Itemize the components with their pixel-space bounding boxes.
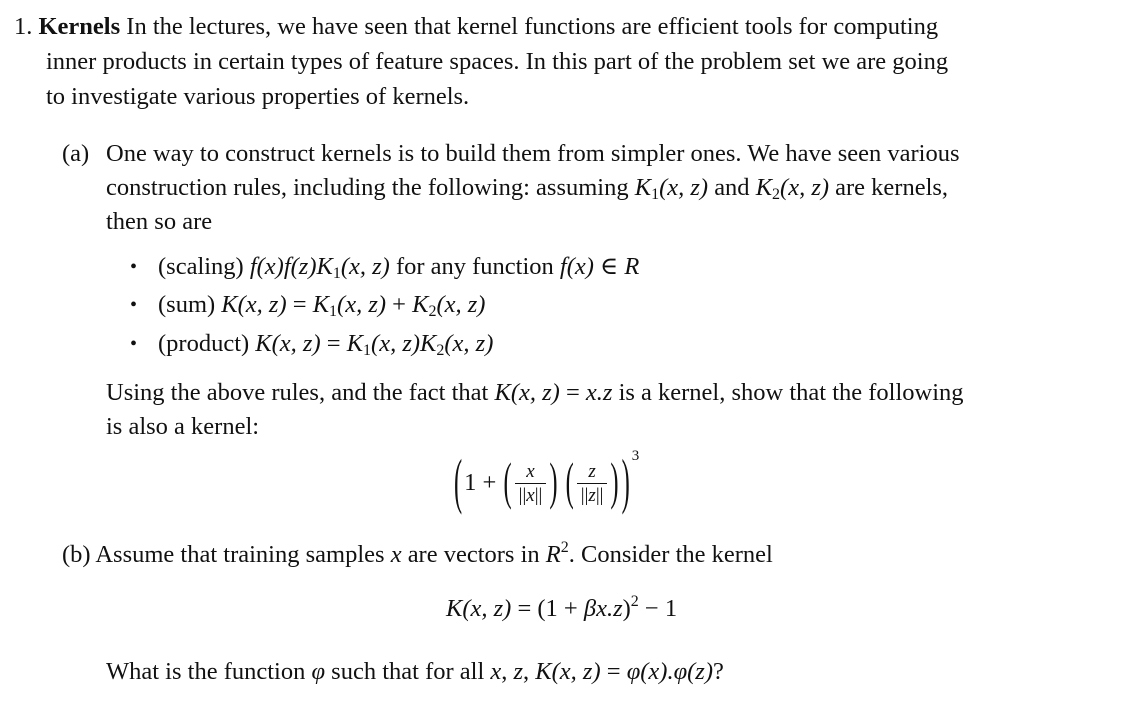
bullet-product: • bbox=[130, 333, 138, 355]
intro-line-1: In the lectures, we have seen that kernel functions are efficient tools for computing bbox=[126, 13, 939, 40]
using-line-1: Using the above rules, and the fact that K(x, z) = x.z is a kernel, show that the following bbox=[106, 379, 964, 406]
rule-sum: (sum) K(x, $z) = K_1(x$, $z) + K_2(x$, z) bbox=[158, 291, 486, 320]
part-a-line-3: then so are bbox=[106, 208, 213, 235]
intro-line-2: inner products in certain types of feature spaces. In this part of the problem set we are going bbox=[46, 48, 949, 75]
part-a-line-2: construction rules, including the following: assuming $K_1(x$, z) and $K_2(x$, z) are kernels, bbox=[106, 174, 949, 203]
problem-heading-line bbox=[14, 12, 938, 42]
part-b-line-1: (b) Assume that training samples x are vectors in $R^2$. Consider the kernel bbox=[62, 539, 773, 568]
kernel-equation-a: (1 + ( $\frac{x}{||x||}$ ) ( $\frac{z}{||z||}$ ) ) $^3$ bbox=[454, 448, 640, 517]
rule-product: (product) K(x, $z) = K_1(x$, $z)K_2(x$, z) bbox=[158, 330, 494, 359]
intro-line-3: to investigate various properties of kernels. bbox=[46, 83, 470, 110]
part-a-line-1: One way to construct kernels is to build them from simpler ones. We have seen various bbox=[106, 140, 960, 167]
problem-number: 1. bbox=[14, 13, 33, 40]
using-line-2: is also a kernel: bbox=[106, 413, 260, 440]
bullet-sum: • bbox=[130, 294, 138, 316]
rule-scaling: (scaling) $f(x)f(z)K_1(x$, z) for any function f(x) ∈ R bbox=[158, 253, 640, 282]
bullet-scaling: • bbox=[130, 256, 138, 278]
kernel-equation-b: K(x, $z) = (1 + \beta x.z)^2 - 1$ bbox=[446, 593, 678, 622]
problem-title: Kernels bbox=[38, 13, 121, 40]
part-a-label: (a) bbox=[62, 140, 90, 167]
part-b-question: What is the function φ such that for all x, z, K(x, z) = φ(x).φ(z)? bbox=[106, 658, 724, 685]
part-b-label: (b) bbox=[62, 541, 91, 568]
